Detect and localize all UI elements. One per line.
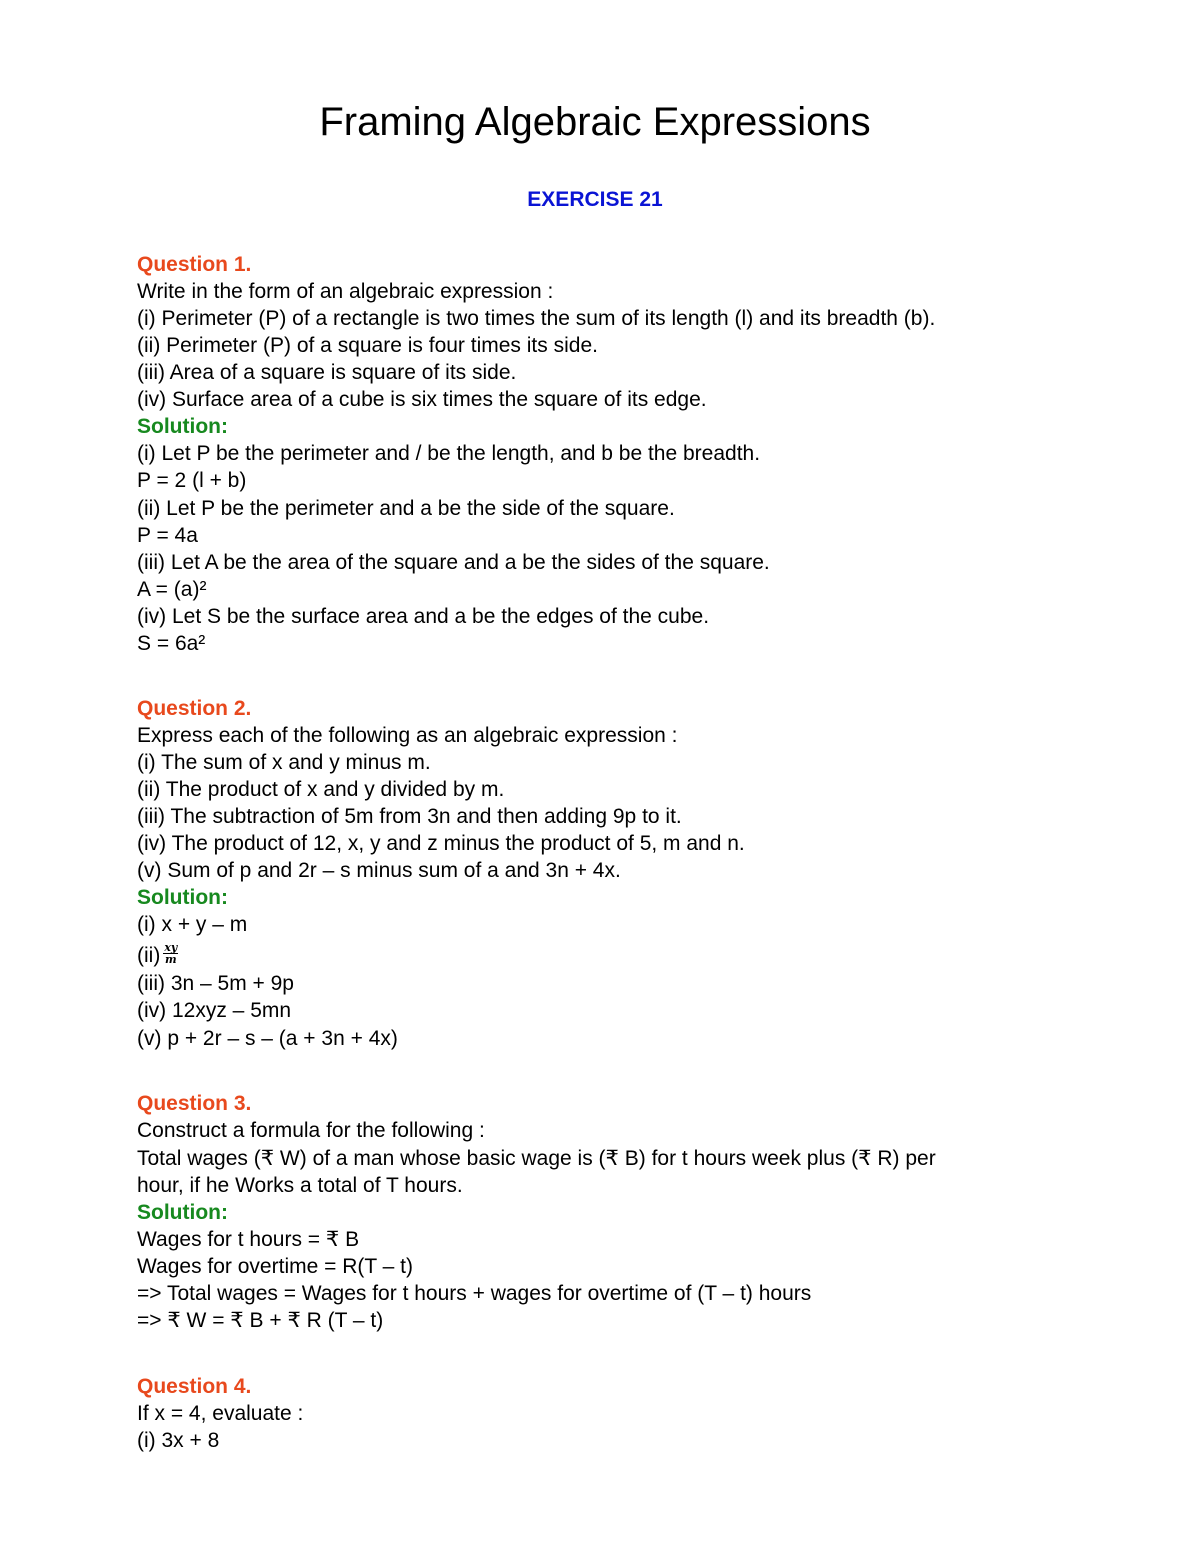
solution-1-label: Solution: bbox=[137, 415, 228, 438]
solution-1-line: (i) Let P be the perimeter and / be the length, and b be the breadth. bbox=[137, 442, 761, 465]
question-1-line: (iii) Area of a square is square of its side. bbox=[137, 361, 517, 384]
solution-2-line: (iv) 12xyz – 5mn bbox=[137, 999, 292, 1022]
question-4-heading: Question 4. bbox=[137, 1375, 252, 1398]
question-4-line: (i) 3x + 8 bbox=[137, 1429, 220, 1452]
question-2-line: (v) Sum of p and 2r – s minus sum of a and 3n + 4x. bbox=[137, 859, 621, 882]
solution-1-line: (iv) Let S be the surface area and a be the edges of the cube. bbox=[137, 605, 710, 628]
fraction-numerator: xy bbox=[164, 940, 178, 954]
question-4-line: If x = 4, evaluate : bbox=[137, 1402, 304, 1425]
solution-3-line: => ₹ W = ₹ B + ₹ R (T – t) bbox=[137, 1309, 384, 1332]
question-1-heading: Question 1. bbox=[137, 253, 252, 276]
solution-2-line-fraction bbox=[137, 942, 178, 969]
question-1-line: (i) Perimeter (P) of a rectangle is two times the sum of its length (l) and its breadth (b). bbox=[137, 307, 936, 330]
fraction-denominator: m bbox=[164, 952, 177, 966]
solution-2-label: Solution: bbox=[137, 886, 228, 909]
question-3-heading: Question 3. bbox=[137, 1092, 252, 1115]
question-2-line: (iii) The subtraction of 5m from 3n and then adding 9p to it. bbox=[137, 805, 682, 828]
question-2-line: (ii) The product of x and y divided by m. bbox=[137, 778, 505, 801]
question-2-line: (i) The sum of x and y minus m. bbox=[137, 751, 431, 774]
question-2-line: (iv) The product of 12, x, y and z minus the product of 5, m and n. bbox=[137, 832, 745, 855]
fraction-xy-over-m bbox=[163, 942, 178, 965]
question-2-heading: Question 2. bbox=[137, 697, 252, 720]
page-title: Framing Algebraic Expressions bbox=[319, 100, 871, 144]
exercise-heading: EXERCISE 21 bbox=[527, 188, 663, 211]
solution-2-line: (ii) bbox=[137, 944, 161, 967]
question-3-line: Total wages (₹ W) of a man whose basic wage is (₹ B) for t hours week plus (₹ R) per bbox=[137, 1147, 936, 1170]
solution-3-line: => Total wages = Wages for t hours + wages for overtime of (T – t) hours bbox=[137, 1282, 812, 1305]
solution-1-line: (iii) Let A be the area of the square and a be the sides of the square. bbox=[137, 551, 770, 574]
solution-1-line: (ii) Let P be the perimeter and a be the side of the square. bbox=[137, 497, 675, 520]
solution-1-line: S = 6a² bbox=[137, 632, 206, 655]
solution-1-line: P = 2 (l + b) bbox=[137, 469, 247, 492]
question-1-line: (ii) Perimeter (P) of a square is four times its side. bbox=[137, 334, 598, 357]
solution-1-line: A = (a)² bbox=[137, 578, 207, 601]
solution-3-label: Solution: bbox=[137, 1201, 228, 1224]
solution-3-line: Wages for overtime = R(T – t) bbox=[137, 1255, 413, 1278]
question-3-line: hour, if he Works a total of T hours. bbox=[137, 1174, 463, 1197]
question-2-line: Express each of the following as an algebraic expression : bbox=[137, 724, 678, 747]
solution-2-line: (v) p + 2r – s – (a + 3n + 4x) bbox=[137, 1027, 398, 1050]
question-1-line: Write in the form of an algebraic expression : bbox=[137, 280, 554, 303]
solution-2-line: (i) x + y – m bbox=[137, 913, 248, 936]
solution-1-line: P = 4a bbox=[137, 524, 198, 547]
question-1-line: (iv) Surface area of a cube is six times the square of its edge. bbox=[137, 388, 707, 411]
question-3-line: Construct a formula for the following : bbox=[137, 1119, 485, 1142]
solution-3-line: Wages for t hours = ₹ B bbox=[137, 1228, 360, 1251]
solution-2-line: (iii) 3n – 5m + 9p bbox=[137, 972, 294, 995]
